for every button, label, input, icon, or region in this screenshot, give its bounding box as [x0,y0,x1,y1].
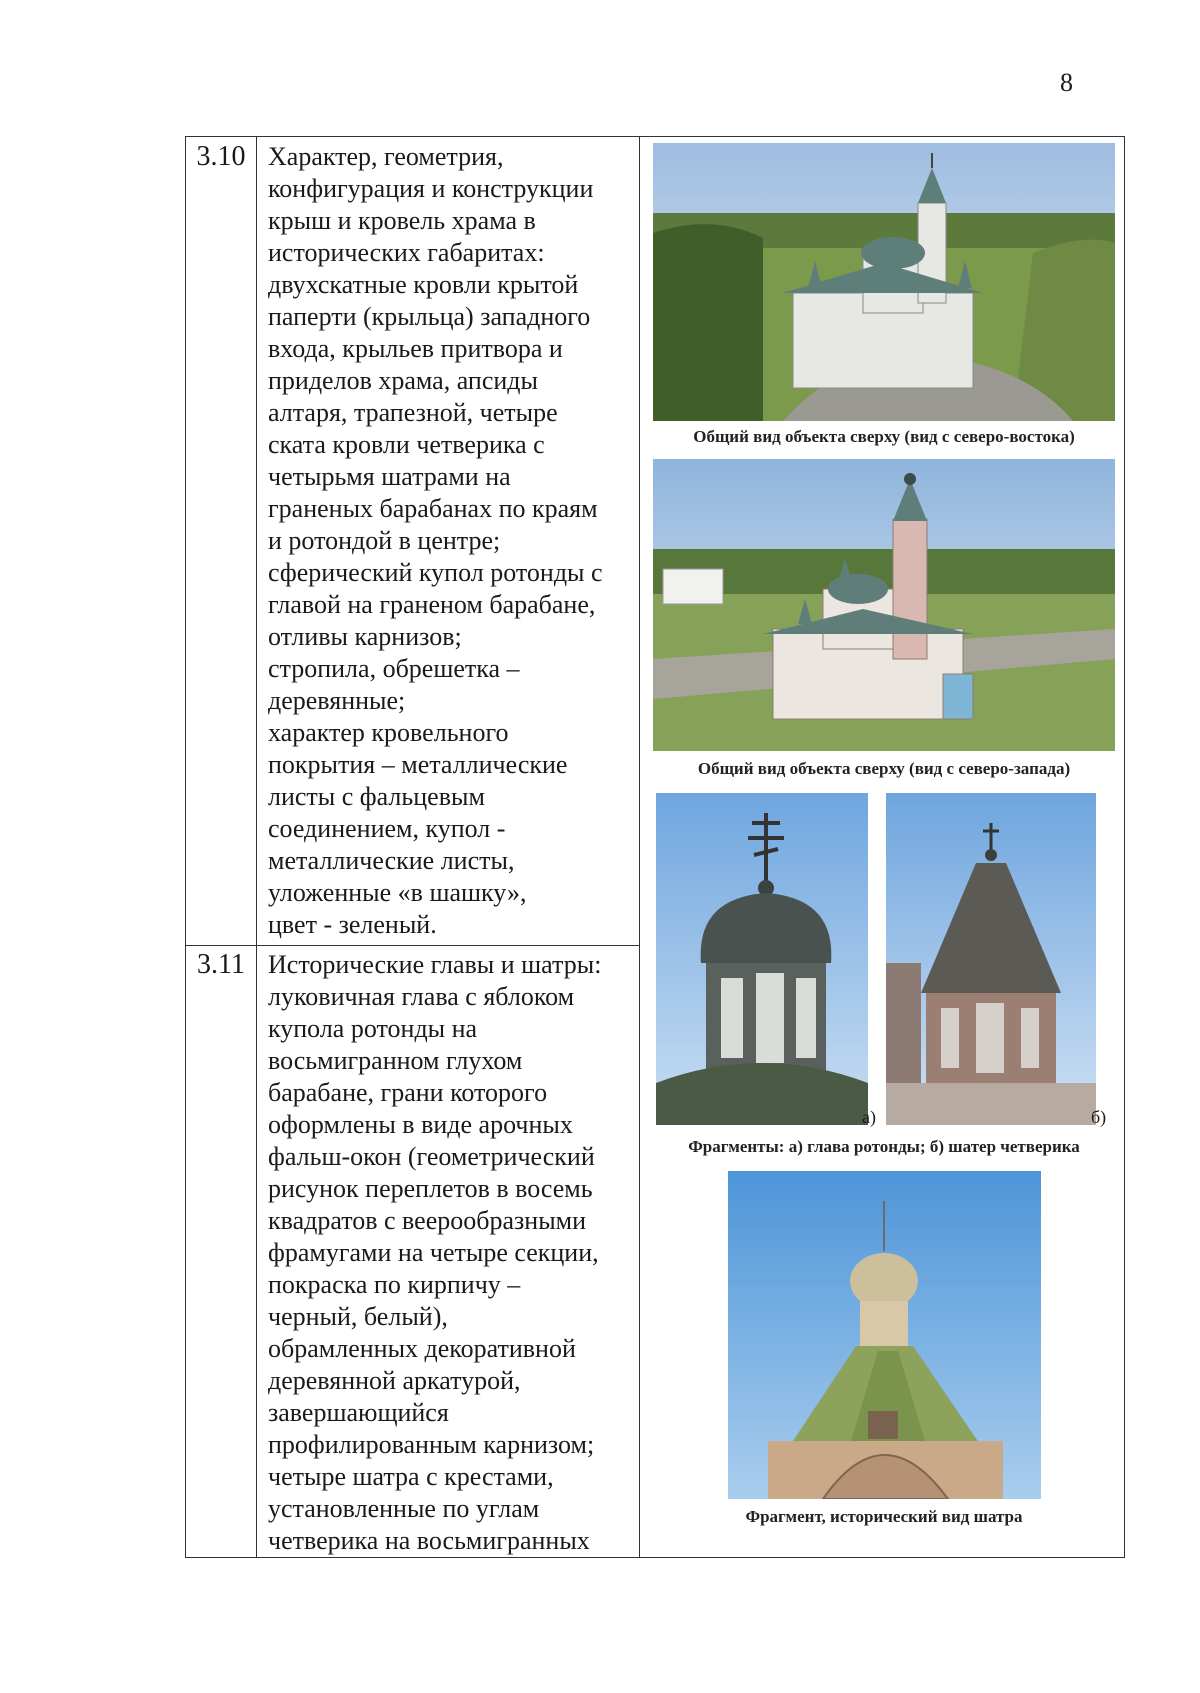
label-fragment-a: а) [862,1107,876,1127]
attribute-table [185,136,1125,1558]
row-divider [186,945,639,946]
label-fragment-b: б) [1091,1107,1107,1127]
row-description-3-11: Исторические главы и шатры: луковичная глава с яблоком купола ротонды на восьмигранном глухом барабане, грани которого оформлены в виде арочных фальш-окон (геометрический рисунок переплетов в восемь квадратов с веерообразными фрамугами на четыре секции, покраска по кирпичу – черный, белый), обрамленных декоративной деревянной аркатурой, завершающийся профилированным карнизом; четыре шатра с крестами, установленные по углам четверика на восьмигранных [268,950,602,1555]
caption-aerial-northwest: Общий вид объекта сверху (вид с северо-запада) [697,759,1071,778]
photo-historic-tent-roof [728,1171,1041,1499]
row-number-3-11: 3.11 [197,949,245,980]
photo-fragment-rotunda-dome [656,793,868,1125]
caption-fragments: Фрагменты: а) глава ротонды; б) шатер четверика [688,1137,1080,1156]
photo-aerial-northwest [653,459,1115,751]
column-divider-number [256,137,257,1557]
photo-aerial-northeast [653,143,1115,421]
caption-aerial-northeast: Общий вид объекта сверху (вид с северо-востока) [693,427,1075,446]
page-number: 8 [1060,68,1073,97]
caption-historic-tent-roof: Фрагмент, исторический вид шатра [745,1507,1023,1526]
row-number-3-10: 3.10 [196,141,246,172]
photo-fragment-tent-roof [886,793,1096,1125]
row-description-3-10: Характер, геометрия, конфигурация и конструкции крыш и кровель храма в исторических габаритах: двухскатные кровли крытой паперти (крыльца) западного входа, крыльев притвора и приделов храма, апсиды алтаря, трапезной, четыре ската кровли четверика с четырьмя шатрами на граненых барабанах по краям и ротондой в центре; сферический купол ротонды с главой на граненом барабане, отливы карнизов; стропила, обрешетка – деревянные; характер кровельного покрытия – металлические листы с фальцевым соединением, купол - металлические листы, уложенные «в шашку», цвет - зеленый. [268,142,603,939]
